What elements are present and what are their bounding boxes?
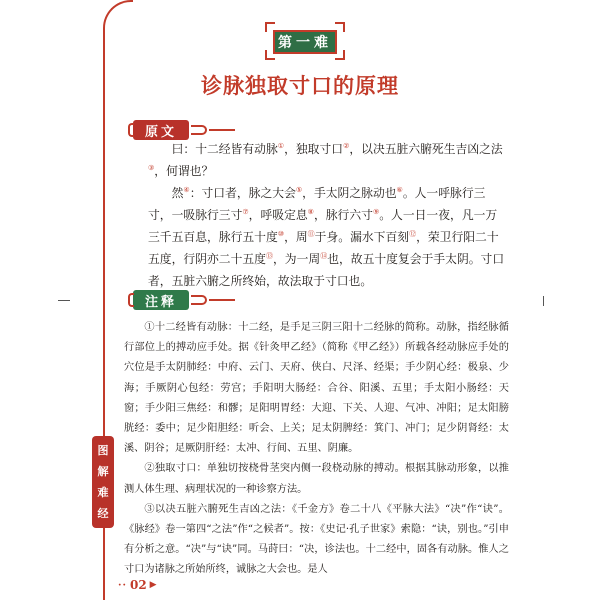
side-tab-char: 难: [97, 486, 109, 499]
page-title: 诊脉独取寸口的原理: [201, 73, 399, 98]
original-text: [148, 138, 508, 292]
section-rule: [209, 129, 235, 131]
side-tab-char: 解: [97, 465, 109, 478]
page-number: 02: [129, 578, 147, 592]
crop-mark-left: [58, 300, 70, 301]
section-rule: [209, 299, 235, 301]
original-paragraph-2: 然④：寸口者，脉之大会⑤，手太阴之脉动也⑥。人一呼脉行三寸，一吸脉行三寸⑦，呼吸定息⑧，脉行六寸⑨。人一日一夜，凡一万三千五百息，脉行五十度⑩，周⑪于身。漏水下百刻⑫，荣卫行阳二十五度，行阴亦二十五度⑬，为一周⑭也，故五十度复会于手太阴。寸口者，五脏六腑之所终始，故法取于寸口也。: [148, 186, 505, 288]
dots-ornament: ··: [118, 579, 127, 591]
margin-curve-decoration: [103, 0, 133, 34]
original-paragraph-1: 曰：十二经皆有动脉①，独取寸口②，以决五脏六腑死生吉凶之法③，何谓也？: [148, 142, 503, 178]
note-1: ①十二经皆有动脉：十二经，是手足三阴三阳十二经脉的简称。动脉，指经脉循行部位上的搏动应手处。据《针灸甲乙经》（简称《甲乙经》）所载各经动脉应手处的穴位是手太阴肺经：中府、云门、天府、侠白、尺泽、经渠；手少阴心经：极泉、少海；手厥阴心包经：劳宫；手阳明大肠经：合谷、阳溪、五里；手太阳小肠经：天窗；手少阳三焦经：和髎；足阳明胃经：大迎、下关、人迎、气冲、冲阳；足太阳膀胱经：委中；足少阳胆经：听会、上关；足太阴脾经：箕门、冲门；足少阴肾经：太溪、阴谷；足厥阴肝经：太冲、行间、五里、阴廉。: [124, 322, 509, 455]
page-number-area: [118, 578, 157, 592]
side-tab-char: 图: [97, 444, 109, 457]
section-ornament: [191, 295, 207, 305]
chapter-badge: [265, 22, 345, 60]
section-label-original: 原文: [133, 120, 189, 140]
notes-text: [124, 318, 509, 581]
section-ornament: [191, 125, 207, 135]
side-tab: [92, 436, 114, 528]
crop-mark-right: [543, 296, 544, 306]
section-header-notes: [133, 289, 235, 311]
chapter-label: 第一难: [273, 30, 337, 54]
note-3: ③以决五脏六腑死生吉凶之法：《千金方》卷二十八《平脉大法》“决”作“诀”。《脉经》卷一第四“之法”作“之候者”。按：《史记·孔子世家》索隐：“诀，别也。”引申有分析之意。“决”与“诀”同。马莳曰：“决，诊法也。十二经中，固各有动脉。惟人之寸口为诸脉之所始所终，诚脉之大会也。是人: [124, 503, 509, 576]
note-2: ②独取寸口：单独切按桡骨茎突内侧一段桡动脉的搏动。根据其脉动形象，以推测人体生理、病理状况的一种诊察方法。: [124, 463, 509, 495]
side-tab-char: 经: [97, 507, 109, 520]
triangle-icon: ▶: [149, 580, 157, 590]
section-label-notes: 注释: [133, 290, 189, 310]
